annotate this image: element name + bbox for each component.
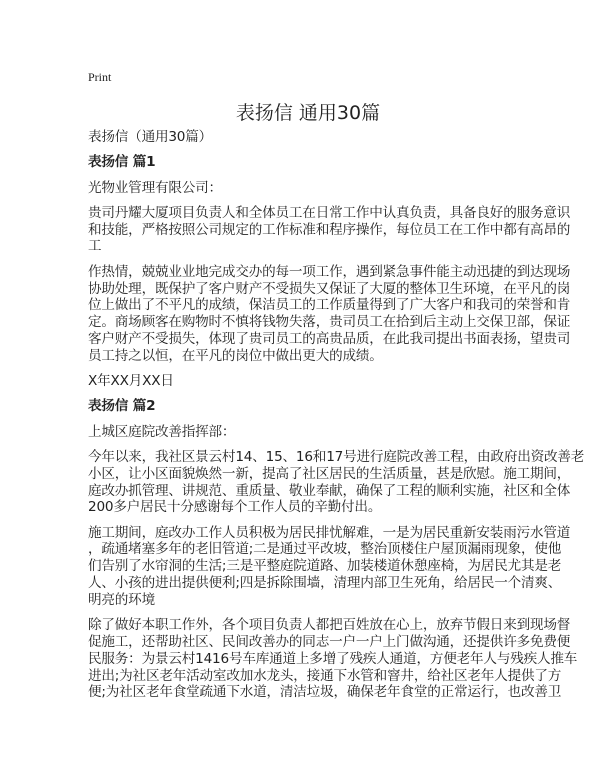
text-line: 进出;为社区老年活动室改加水龙头，接通下水管和窨井，给社区老年人提供了方 — [88, 667, 562, 684]
paragraph — [88, 524, 571, 609]
text-line: 上城区庭院改善指挥部： — [88, 423, 236, 440]
text-line: 200多户居民十分感谢每个工作人员的辛勤付出。 — [88, 499, 382, 516]
text-line: 小区，让小区面貌焕然一新，提高了社区居民的生活质量，甚是欣慰。施工期间， — [88, 465, 571, 482]
text-line: 作热情，兢兢业业地完成交办的每一项工作，遇到紧急事件能主动迅捷的到达现场 — [88, 263, 571, 280]
paragraph — [88, 424, 528, 441]
section-heading: 表扬信 篇2 — [88, 398, 156, 415]
text-line: 员工持之以恒，在平凡的岗位中做出更大的成绩。 — [88, 347, 383, 364]
text-line: 除了做好本职工作外，各个项目负责人都把百姓放在心上，放弃节假日来到现场督 — [88, 617, 571, 634]
text-line: 明亮的环境 — [88, 591, 155, 608]
text-line: 人、小孩的进出提供便利;四是拆除围墙，清理内部卫生死角，给居民一个清爽、 — [88, 575, 562, 592]
text-line: 客户财产不受损失，体现了贵司员工的高贵品质，在此我司提出书面表扬，望贵司 — [88, 330, 571, 347]
section-heading: 表扬信 篇1 — [88, 154, 156, 171]
text-line: 今年以来，我社区景云村14、15、16和17号进行庭院改善工程，由政府出资改善老 — [88, 448, 585, 465]
document-page — [88, 70, 585, 710]
paragraph — [88, 263, 571, 365]
text-line: 促施工，还帮助社区、民间改善办的同志一户一户上门做沟通，还提供许多免费便 — [88, 633, 571, 650]
text-line: 施工期间，庭改办工作人员积极为居民排忧解难，一是为居民重新安装雨污水管道 — [88, 524, 571, 541]
text-line: 便;为社区老年食堂疏通下水道，清洁垃圾，确保老年食堂的正常运行，也改善卫 — [88, 684, 562, 701]
paragraph — [88, 617, 578, 701]
paragraph — [88, 204, 571, 255]
document-subtitle: 表扬信（通用30篇） — [88, 129, 213, 145]
paragraph — [88, 448, 585, 516]
text-line: 民服务：为景云村1416号车库通道上多增了残疾人通道，方便老年人与残疾人推车 — [88, 650, 578, 667]
text-line: 们告别了水帘洞的生活;三是平整庭院道路、加装楼道休憩座椅，为居民尤其是老 — [88, 558, 562, 575]
document-title: 表扬信 通用30篇 — [235, 102, 381, 124]
print-label[interactable]: Print — [88, 70, 112, 84]
text-line: 贵司丹耀大厦项目负责人和全体员工在日常工作中认真负责，具备良好的服务意识 — [88, 204, 571, 221]
text-line: 工 — [88, 238, 102, 255]
text-line: X年XX月XX日 — [88, 373, 174, 390]
text-line: 和技能，严格按照公司规定的工作标准和程序操作，每位员工在工作中都有高昂的 — [88, 221, 571, 238]
paragraph — [88, 180, 528, 197]
text-line: ，疏通堵塞多年的老旧管道;二是通过平改坡，整治顶楼住户屋顶漏雨现象，使他 — [88, 541, 562, 558]
text-line: 光物业管理有限公司： — [88, 179, 222, 196]
text-line: 位上做出了不平凡的成绩，保洁员工的工作质量得到了广大客户和我司的荣誉和肯 — [88, 297, 571, 314]
text-line: 协助处理，既保护了客户财产不受损失又保证了大厦的整体卫生环境，在平凡的岗 — [88, 280, 571, 297]
paragraph — [88, 373, 528, 390]
sections — [88, 154, 585, 701]
text-line: 庭改办抓管理、讲规范、重质量、敬业奉献，确保了工程的顺利实施，社区和全体 — [88, 482, 571, 499]
text-line: 定。商场顾客在购物时不慎将钱物失落，贵司员工在拾到后主动上交保卫部，保证 — [88, 314, 571, 331]
